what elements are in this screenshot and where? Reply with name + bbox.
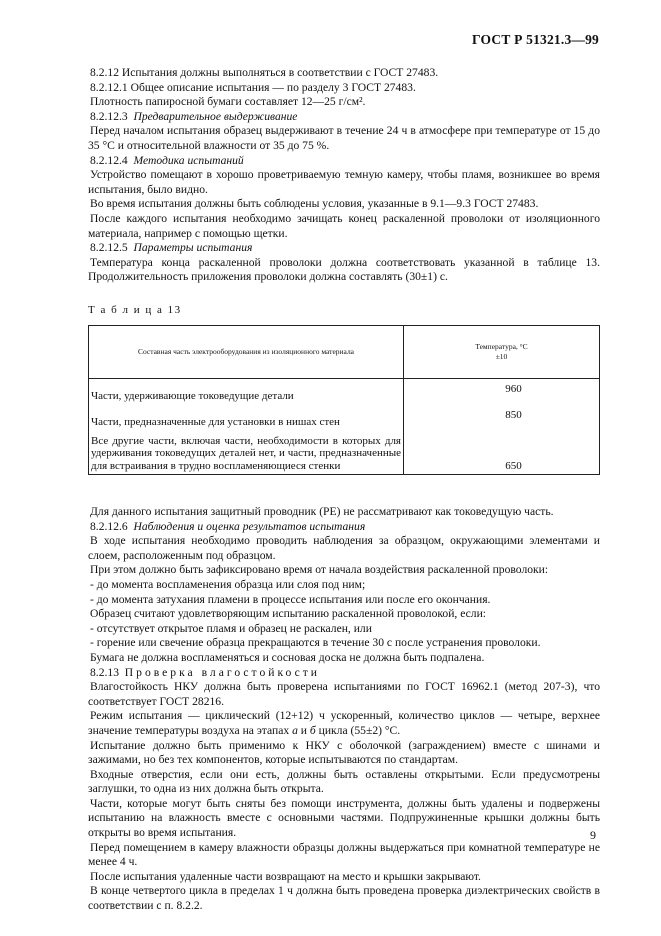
paragraph-text: и [300,723,307,737]
column-header-temperature [404,325,600,378]
paragraph: При этом должно быть зафиксировано время от начала воздействия раскаленной проволоки: [90,563,549,577]
subsection-heading [88,666,600,681]
text-block-after-table [88,505,600,914]
column-header-part: Составная часть электрооборудования из изоляционного материала [89,325,404,378]
section-number: 8.2.12.4 [90,153,128,167]
stage-label-a: а [292,723,298,737]
paragraph: Входные отверстия, если они есть, должны быть оставлены открытыми. Если предусмотрены заглушки, то одна из них должна быть открыта. [88,767,600,796]
paragraph: В конце четвертого цикла в пределах 1 ч должна быть проведена проверка диэлектрических свойств в соответствии с п. 8.2.2. [88,884,600,913]
table-cell-part: Все другие части, включая части, необходимости в которых для удерживания токоведущих деталей нет, и части, предназначенные для встраивания в трудно воспламеняющиеся стенки [89,431,404,475]
paragraph: Влагостойкость НКУ должна быть проверена испытаниями по ГОСТ 16962.1 (метод 207-3), что соответствует ГОСТ 28216. [88,680,600,708]
list-item: - до момента затухания пламени в процессе испытания или после его окончания. [90,592,491,606]
paragraph-text: цикла (55±2) °С. [318,723,401,737]
subsection-heading [88,154,600,169]
paragraph-text: Режим испытания — циклический (12+12) ч ускоренный, количество циклов — четыре, верхнее значение температуры воздуха на этапах [88,709,600,737]
paragraph: Температура конца раскаленной проволоки должна соответствовать указанной в таблице 13. Продолжительность приложения проволоки должна составлять (30±1) с. [88,255,600,284]
stage-label-b: б [309,723,316,737]
paragraph: Части, которые могут быть сняты без помощи инструмента, должны быть удалены и подвержены испытанию на влажность вместе с основными частями. Подпружиненные крышки должны быть открыты во время испытания. [88,796,600,840]
table-13 [88,325,600,476]
page-number: 9 [590,828,596,842]
paragraph: Во время испытания должны быть соблюдены условия, указанные в 9.1—9.3 ГОСТ 27483. [90,197,539,211]
paragraph: 8.2.12 Испытания должны выполняться в соответствии с ГОСТ 27483. [90,66,439,79]
paragraph: После каждого испытания необходимо зачищать конец раскаленной проволоки от изоляционного материала, например с помощью щетки. [88,211,600,240]
paragraph: 8.2.12.1 Общее описание испытания — по разделу 3 ГОСТ 27483. [90,80,416,94]
paragraph: Испытание должно быть применимо к НКУ с оболочкой (заграждением) вместе с шинами и зажимами, но без тех компонентов, которые испытываются по стандартам. [88,738,600,767]
paragraph: В ходе испытания необходимо проводить наблюдения за образцом, окружающими элементами и слоем, расположенным под образцом. [88,534,600,562]
paragraph: Устройство помещают в хорошо проветриваемую темную камеру, чтобы пламя, возникшее во время испытания, было видно. [88,168,600,196]
paragraph: Бумага не должна воспламеняться и сосновая доска не должна быть подпалена. [90,650,485,664]
section-number: 8.2.13 [90,665,119,679]
paragraph: Перед началом испытания образец выдерживают в течение 24 ч в атмосфере при температуре от 15 до 35 °С и относительной влажности от 35 до 75 %. [88,124,600,152]
table-header-row [89,325,600,378]
list-item: - отсутствует открытое пламя и образец не раскален, или [90,621,372,635]
table-cell-part: Части, удерживающие токоведущие детали [89,378,404,405]
subsection-heading [88,110,600,125]
subsection-heading [88,520,600,535]
section-number: 8.2.12.3 [90,109,128,123]
section-title: Проверка влагостойкости [124,665,321,679]
paragraph: Для данного испытания защитный проводник (РЕ) не рассматривают как токоведущую часть. [90,505,554,518]
table-row [89,405,600,431]
section-title: Предварительное выдерживание [133,109,298,123]
table-row [89,378,600,405]
paragraph: После испытания удаленные части возвращают на место и крышки закрывают. [90,869,481,883]
table-row [89,431,600,475]
list-item: - до момента воспламенения образца или слоя под ним; [90,577,366,591]
page-content [88,66,600,914]
table-cell-part: Части, предназначенные для установки в нишах стен [89,405,404,431]
column-header-temperature-line1: Температура, °С [475,341,528,351]
table-cell-temp: 650 [404,431,600,475]
list-item: - горение или свечение образца прекращаются в течение 30 с после устранения проволоки. [90,636,541,650]
section-number: 8.2.12.5 [90,241,128,255]
subsection-heading [88,241,600,256]
section-title: Параметры испытания [133,241,253,255]
paragraph: Плотность папиросной бумаги составляет 12—25 г/см². [90,95,366,109]
paragraph: Перед помещением в камеру влажности образцы должны выдержаться при комнатной температуре не менее 4 ч. [88,840,600,869]
section-title: Методика испытаний [133,153,244,167]
table-caption: Т а б л и ц а 13 [88,303,182,316]
table-cell-temp: 850 [404,405,600,431]
column-header-temperature-line2: ±10 [495,351,508,361]
standard-header: ГОСТ Р 51321.3—99 [472,32,599,47]
table-cell-temp: 960 [404,378,600,405]
section-number: 8.2.12.6 [90,519,128,533]
paragraph: Образец считают удовлетворяющим испытанию раскаленной проволокой, если: [90,607,487,621]
section-title: Наблюдения и оценка результатов испытания [133,519,366,533]
paragraph [88,709,600,738]
